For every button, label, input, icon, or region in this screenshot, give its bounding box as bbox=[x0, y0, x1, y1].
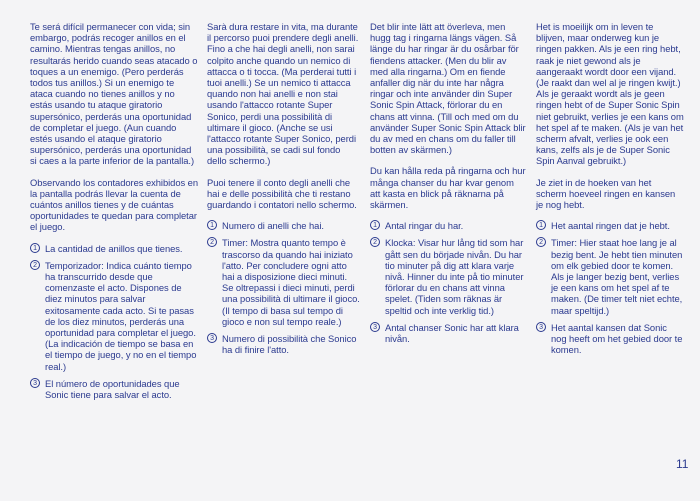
circled-number-2: 2 bbox=[370, 237, 380, 247]
paragraph: Observando los contadores exhibidos en la pantalla podrás llevar la cuenta de cuántos anillos tienes y de cuántas oportunidades te quedan para completar el juego. bbox=[30, 176, 198, 233]
circled-number-1: 1 bbox=[370, 220, 380, 230]
paragraph: Je ziet in de hoeken van het scherm hoeveel ringen en kansen je nog hebt. bbox=[536, 176, 676, 211]
list-item: 3 Het aantal kansen dat Sonic nog heeft om het gebied door te komen. bbox=[536, 322, 684, 356]
circled-number-3: 3 bbox=[370, 322, 380, 332]
list-item: 1 Antal ringar du har. bbox=[370, 220, 526, 231]
circled-number-3: 3 bbox=[30, 378, 40, 388]
paragraph: Sarà dura restare in vita, ma durante il percorso puoi prendere degli anelli. Fino a che hai degli anelli, non sarai colpito anche quando un nemico di attacca o ti tocca. (Ma perderai tutti i tuoi anelli.) Se un nemico ti attacca quando non hai anelli e non stai usando l'attacco rotante Super Sonico, perdi una possibilità di ultimare il gioco. (Anche se usi l'attacco rotante Super Sonico, perdi una possibilità, se cadi sul fondo dello schermo.) bbox=[207, 21, 359, 167]
paragraph: Puoi tenere il conto degli anelli che hai e delle possibilità che ti restano guardando i contatori nello schermo. bbox=[207, 176, 357, 211]
circled-number-3: 3 bbox=[207, 333, 217, 343]
circled-number-1: 1 bbox=[207, 220, 217, 230]
list-item: 3 El número de oportunidades que Sonic tiene para salvar el acto. bbox=[30, 378, 198, 400]
paragraph: Det blir inte lätt att överleva, men hugg tag i ringarna längs vägen. Så länge du har ringar är du osårbar för fiendens attacker. (Men du blir av med alla ringarna.) Om en fiende anfaller dig när du inte har några ringar och inte använder din Super Sonic Spin Attack, förlorar du en chans att vinna. (Till och med om du använder Super Sonic Spin Attack blir du av med en chans om du faller till botten av skärmen.) bbox=[370, 21, 526, 156]
paragraph: Du kan hålla reda på ringarna och hur många chanser du har kvar genom att kasta en blick på räknarna på skärmen. bbox=[370, 165, 526, 211]
counter-list bbox=[207, 220, 360, 355]
column-spanish bbox=[30, 21, 198, 406]
column-swedish bbox=[370, 21, 526, 350]
list-item: 1 Numero di anelli che hai. bbox=[207, 220, 360, 231]
circled-number-2: 2 bbox=[536, 237, 546, 247]
counter-list bbox=[536, 220, 684, 355]
counter-list bbox=[370, 220, 526, 344]
list-item: 2 Timer: Mostra quanto tempo è trascorso da quando hai iniziato l'atto. Per concludere ogni atto hai a disposizione dieci minuti. Se oltrepassi i dieci minuti, perdi una possibilità di ultimare il gioco.(Il tempo di basa sul tempo di gioco e non sul tempo reale.) bbox=[207, 237, 360, 327]
column-italian bbox=[207, 21, 360, 361]
paragraph: Te será difícil permanecer con vida; sin embargo, podrás recoger anillos en el camino. Mientras tengas anillos, no resultarás herido cuando seas atacado o toques a un enemigo. (Pero perderás todos tus anillos.) Si un enemigo te ataca cuando no tienes anillos y no estás usando tu ataque giratorio supersónico, perderás una oportunidad de completar el juego. (Aun cuando estés usando el ataque giratorio supersónico, perderás una oportunidad si caes a la parte inferior de la pantalla.) bbox=[30, 21, 198, 167]
list-item: 3 Numero di possibilità che Sonico ha di finire l'atto. bbox=[207, 333, 360, 355]
circled-number-2: 2 bbox=[30, 260, 40, 270]
list-item: 2 Klocka: Visar hur lång tid som har gått sen du började nivån. Du har tio minuter på dig att klara varje nivå. Hinner du inte på tio minuter förlorar du en chans att vinna spelet. (Tiden som räknas är speltid och inte verklig tid.) bbox=[370, 237, 526, 315]
column-dutch bbox=[536, 21, 684, 361]
circled-number-3: 3 bbox=[536, 322, 546, 332]
circled-number-2: 2 bbox=[207, 237, 217, 247]
list-item: 2 Temporizador: Indica cuánto tiempo ha transcurrido desde que comenzaste el acto. Dispones de diez minutos para salvar exitosamente cada acto. Si te pasas de los diez minutos, perderás una oportunidad para completar el juego. (La indicación de tiempo se basa en el tiempo de juego, y no en el tiempo real.) bbox=[30, 260, 198, 372]
circled-number-1: 1 bbox=[30, 243, 40, 253]
list-item: 2 Timer: Hier staat hoe lang je al bezig bent. Je hebt tien minuten om elk gebied door te komen. Als je langer bezig bent, verlies je een kans om het spel af te maken. (De timer telt niet echte, maar speltijd.) bbox=[536, 237, 684, 315]
list-item: 3 Antal chanser Sonic har att klara nivån. bbox=[370, 322, 526, 344]
page-number: 11 bbox=[676, 457, 689, 471]
list-item: 1 Het aantal ringen dat je hebt. bbox=[536, 220, 684, 231]
list-item: 1 La cantidad de anillos que tienes. bbox=[30, 243, 198, 254]
counter-list bbox=[30, 243, 198, 401]
circled-number-1: 1 bbox=[536, 220, 546, 230]
paragraph: Het is moeilijk om in leven te blijven, maar onderweg kun je ringen pakken. Als je een ring hebt, raak je niet gewond als je aangeraakt wordt door een vijand. (Je raakt dan wel al je ringen kwijt.) Als je geraakt wordt als je geen ringen hebt of de Super Sonic Spin niet gebruikt, verlies je een kans om het spel af te maken. (Als je van het scherm afvalt, verlies je ook een kans, zelfs als je de Super Sonic Spin Aanval gebruikt.) bbox=[536, 21, 684, 167]
